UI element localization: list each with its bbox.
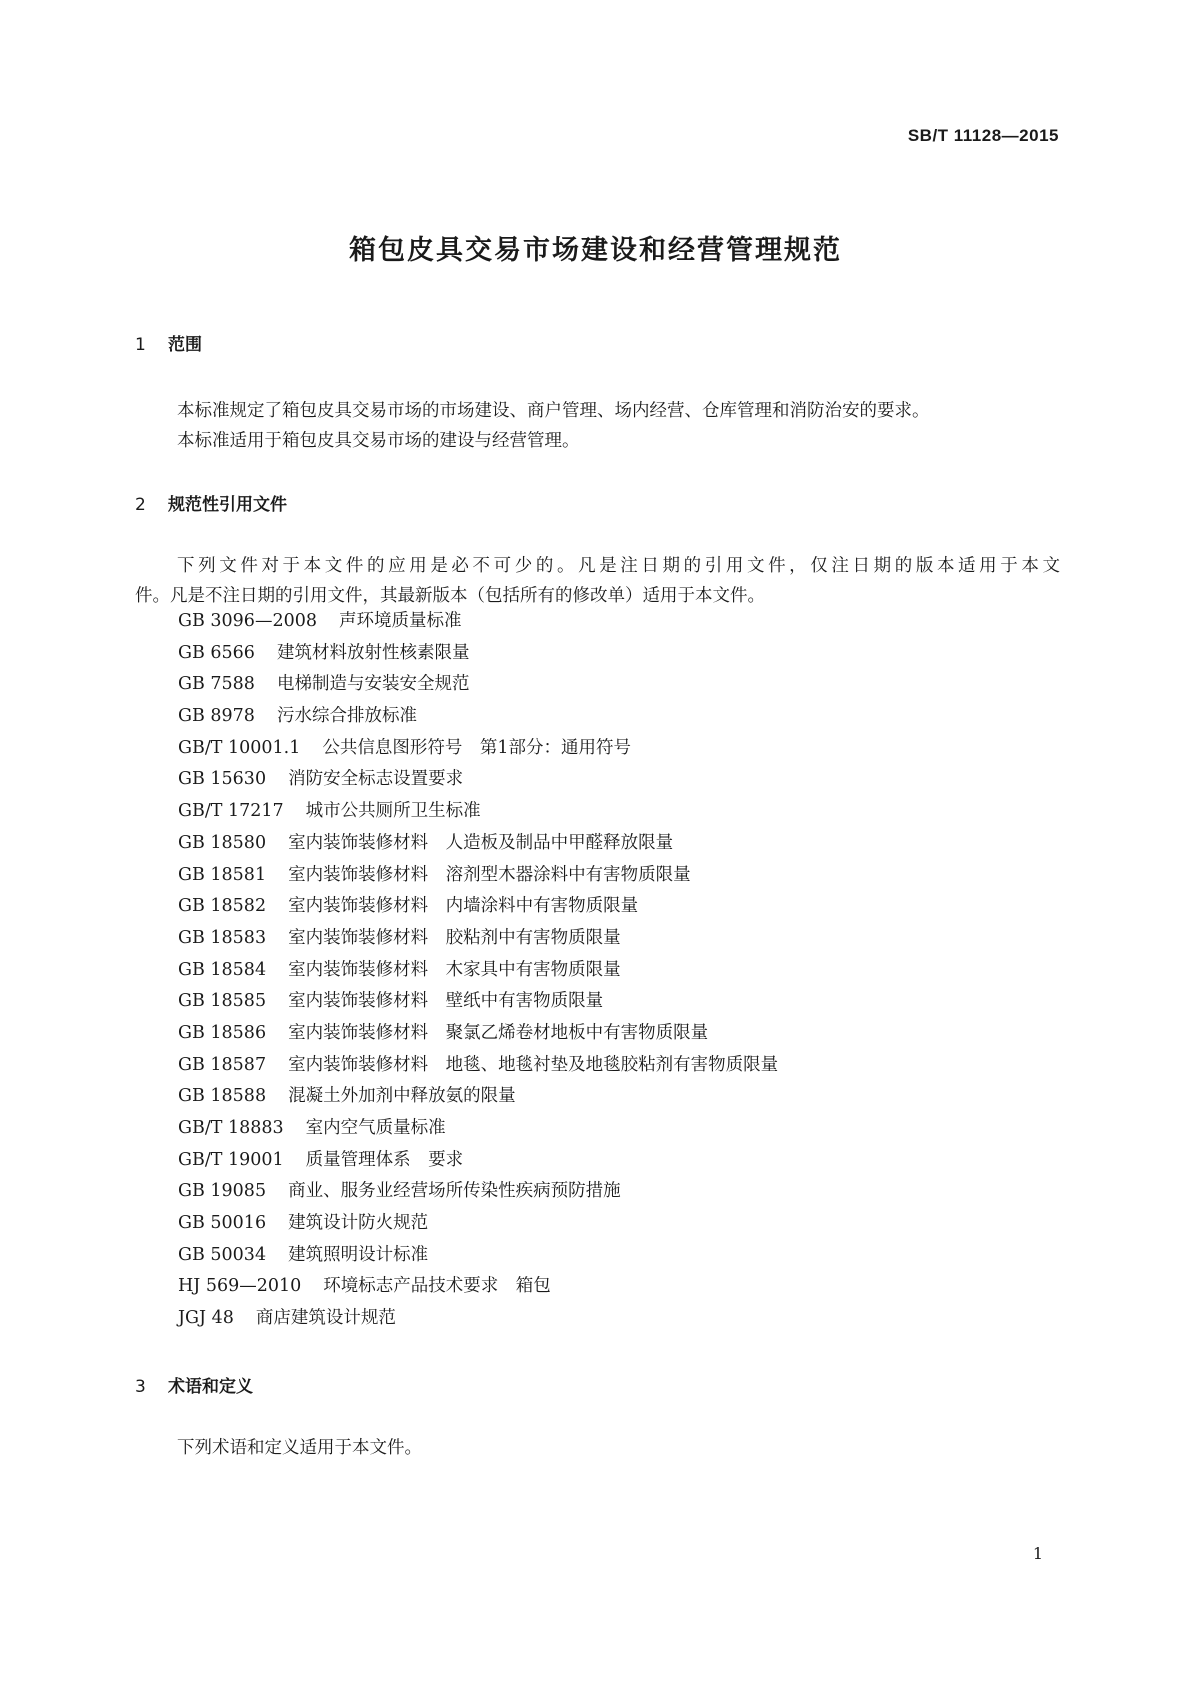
reference-code: GB 6566 [178, 642, 255, 663]
reference-title: 建筑材料放射性核素限量 [276, 642, 470, 663]
reference-item [178, 764, 778, 796]
reference-item [178, 1240, 778, 1272]
reference-item [178, 1271, 778, 1303]
paragraph: 本标准规定了箱包皮具交易市场的市场建设、商户管理、场内经营、仓库管理和消防治安的要求。 [177, 401, 930, 421]
reference-code: GB/T 19001 [178, 1149, 284, 1170]
reference-code: GB 19085 [178, 1181, 267, 1202]
reference-code: GB/T 17217 [178, 801, 284, 822]
reference-item [178, 1113, 778, 1145]
reference-title: 室内装饰装修材料 胶粘剂中有害物质限量 [288, 927, 621, 948]
reference-item [178, 891, 778, 923]
reference-title: 室内空气质量标准 [305, 1118, 446, 1138]
reference-code: GB 18587 [178, 1054, 267, 1075]
reference-title: 室内装饰装修材料 木家具中有害物质限量 [288, 959, 621, 980]
reference-item [178, 1081, 778, 1113]
section-title: 范围 [168, 335, 202, 355]
reference-title: 公共信息图形符号 第1部分：通用符号 [322, 737, 631, 758]
document-title: 箱包皮具交易市场建设和经营管理规范 [349, 235, 842, 266]
reference-title: 污水综合排放标准 [276, 706, 417, 727]
section-number: 1 [135, 335, 146, 355]
references-intro [135, 551, 1060, 611]
scope-paragraphs [135, 396, 1060, 456]
reference-item [178, 955, 778, 987]
reference-code: GB 18581 [178, 864, 267, 885]
section-heading-scope [135, 330, 202, 355]
reference-title: 室内装饰装修材料 壁纸中有害物质限量 [288, 991, 604, 1012]
section-number: 3 [135, 1377, 146, 1397]
reference-code: GB 50016 [178, 1213, 267, 1234]
reference-title: 建筑设计防火规范 [288, 1213, 429, 1234]
reference-item [178, 986, 778, 1018]
page-number: 1 [1032, 1544, 1043, 1563]
reference-item [178, 1303, 778, 1335]
reference-code: HJ 569—2010 [178, 1276, 302, 1297]
section-title: 规范性引用文件 [168, 495, 287, 515]
reference-code: GB 7588 [178, 674, 255, 695]
reference-code: GB 15630 [178, 769, 267, 790]
reference-item [178, 733, 778, 765]
reference-code: GB 8978 [178, 706, 255, 727]
reference-title: 电梯制造与安装安全规范 [276, 674, 470, 695]
section-heading-terms-definitions [135, 1372, 253, 1397]
section-number: 2 [135, 495, 146, 515]
reference-code: GB/T 18883 [178, 1118, 284, 1138]
reference-code: GB 18583 [178, 927, 267, 948]
reference-item [178, 1018, 778, 1050]
reference-title: 室内装饰装修材料 地毯、地毯衬垫及地毯胶粘剂有害物质限量 [288, 1054, 779, 1075]
paragraph: 下列术语和定义适用于本文件。 [177, 1438, 422, 1458]
reference-code: GB/T 10001.1 [178, 737, 301, 758]
reference-code: GB 50034 [178, 1244, 267, 1265]
reference-code: GB 18580 [178, 832, 267, 853]
reference-item [178, 1050, 778, 1082]
section-heading-normative-references [135, 490, 287, 515]
reference-item [178, 828, 778, 860]
reference-code: GB 18584 [178, 959, 267, 980]
paragraph-line: 下列文件对于本文件的应用是必不可少的。凡是注日期的引用文件，仅注日期的版本适用于本文 [177, 556, 1060, 576]
reference-title: 商店建筑设计规范 [255, 1308, 396, 1329]
section-title: 术语和定义 [168, 1377, 253, 1397]
reference-title: 质量管理体系 要求 [305, 1149, 464, 1170]
reference-title: 室内装饰装修材料 内墙涂料中有害物质限量 [288, 896, 639, 917]
reference-code: GB 18585 [178, 991, 267, 1012]
reference-title: 环境标志产品技术要求 箱包 [323, 1276, 551, 1297]
reference-title: 消防安全标志设置要求 [288, 769, 464, 790]
terms-paragraph [135, 1433, 1060, 1463]
reference-item [178, 923, 778, 955]
reference-code: GB 18588 [178, 1086, 267, 1107]
reference-title: 室内装饰装修材料 聚氯乙烯卷材地板中有害物质限量 [288, 1022, 709, 1043]
reference-code: GB 18586 [178, 1022, 267, 1043]
reference-list [178, 606, 778, 1335]
reference-title: 室内装饰装修材料 溶剂型木器涂料中有害物质限量 [288, 864, 691, 885]
reference-item [178, 860, 778, 892]
reference-item [178, 669, 778, 701]
reference-item [178, 1176, 778, 1208]
reference-item [178, 796, 778, 828]
reference-title: 商业、服务业经营场所传染性疾病预防措施 [288, 1181, 621, 1202]
reference-title: 混凝土外加剂中释放氨的限量 [288, 1086, 516, 1107]
standard-code: SB/T 11128—2015 [907, 126, 1059, 145]
paragraph-line: 件。凡是不注日期的引用文件，其最新版本（包括所有的修改单）适用于本文件。 [135, 586, 765, 606]
paragraph: 本标准适用于箱包皮具交易市场的建设与经营管理。 [177, 431, 580, 451]
reference-item [178, 1145, 778, 1177]
reference-title: 声环境质量标准 [338, 611, 462, 631]
reference-code: JGJ 48 [178, 1308, 234, 1329]
reference-title: 建筑照明设计标准 [288, 1244, 429, 1265]
reference-item [178, 638, 778, 670]
reference-title: 城市公共厕所卫生标准 [305, 801, 481, 822]
reference-item [178, 606, 778, 638]
reference-code: GB 18582 [178, 896, 267, 917]
reference-code: GB 3096—2008 [178, 611, 317, 631]
reference-title: 室内装饰装修材料 人造板及制品中甲醛释放限量 [288, 832, 674, 853]
reference-item [178, 1208, 778, 1240]
reference-item [178, 701, 778, 733]
